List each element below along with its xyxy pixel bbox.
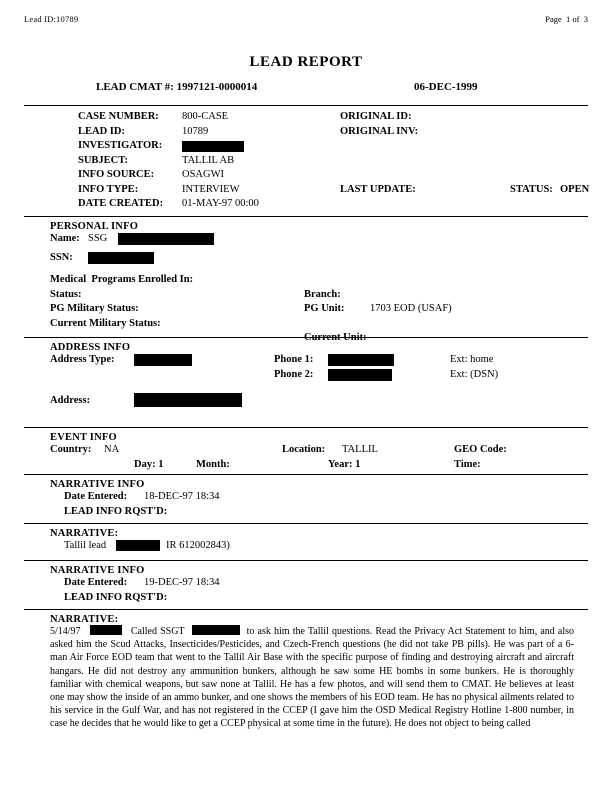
date-created-label: DATE CREATED: <box>78 198 164 209</box>
country-label: Country: <box>50 444 92 455</box>
narr2-date-entered-label: Date Entered: <box>64 577 128 588</box>
status-value: OPEN <box>560 183 590 195</box>
narr2-paragraph <box>24 625 588 731</box>
location-value: TALLIL <box>342 444 378 455</box>
status-label: STATUS: <box>510 183 553 195</box>
time-label: Time: <box>454 458 481 470</box>
info-source-label: INFO SOURCE: <box>78 169 155 180</box>
narr1-lead-rqst-label: LEAD INFO RQST'D: <box>64 505 168 517</box>
narr1-date-entered-value: 18-DEC-97 18:34 <box>144 491 220 502</box>
subject-label: SUBJECT: <box>78 154 128 166</box>
narr2-lead-rqst-row <box>50 592 588 607</box>
narr2-date-prefix: 5/14/97 <box>50 626 81 637</box>
redaction-narr2-a <box>90 625 122 635</box>
header-lead-id <box>24 14 78 24</box>
event-info-title: EVENT INFO <box>50 432 117 443</box>
narr2-date-entered-row <box>50 577 588 592</box>
info-type-label: INFO TYPE: <box>78 183 139 195</box>
info-source-value: OSAGWI <box>182 169 224 180</box>
date-created-row <box>52 198 588 213</box>
case-number-value: 800-CASE <box>182 111 229 122</box>
country-value: NA <box>104 444 120 455</box>
narrative-body-2 <box>24 610 588 733</box>
lead-id-value: 10789 <box>182 125 209 137</box>
cmat-line <box>24 81 588 97</box>
narrative-body-1 <box>24 524 588 560</box>
name-row <box>50 233 588 248</box>
day-label: Day: 1 <box>134 458 164 470</box>
subject-value: TALLIL AB <box>182 154 235 166</box>
address-info-title: ADDRESS INFO <box>50 342 131 353</box>
investigator-label: INVESTIGATOR: <box>78 140 163 151</box>
pg-unit-value: 1703 EOD (USAF) <box>370 303 452 314</box>
info-type-value: INTERVIEW <box>182 183 240 195</box>
subject-row <box>52 155 588 170</box>
location-label: Location: <box>282 444 326 455</box>
personal-info-section <box>24 217 588 343</box>
header-lead-id-value: 10789 <box>56 14 79 24</box>
pg-unit-label: PG Unit: <box>304 303 345 314</box>
page-title: LEAD REPORT <box>249 54 363 70</box>
case-number-row <box>52 111 588 126</box>
investigator-row <box>52 140 588 155</box>
narr2-date-entered-value: 19-DEC-97 18:34 <box>144 577 220 588</box>
narr1-lead-rqst-row <box>50 506 588 521</box>
redaction-ssn <box>88 252 154 264</box>
current-military-row <box>50 318 588 333</box>
original-inv-label: ORIGINAL INV: <box>340 125 419 137</box>
redaction-address <box>134 393 242 407</box>
info-type-row <box>52 184 588 199</box>
ssn-label: SSN: <box>50 251 73 263</box>
cmat-number: LEAD CMAT #: 1997121-0000014 <box>96 81 258 93</box>
event-info-section <box>24 428 588 474</box>
narrative-info-title-1: NARRATIVE INFO <box>50 479 145 490</box>
pg-military-row <box>50 303 588 318</box>
lead-id-row <box>52 126 588 141</box>
date-created-value: 01-MAY-97 00:00 <box>182 198 259 209</box>
redaction-name <box>118 233 214 245</box>
personal-info-title: PERSONAL INFO <box>50 221 139 232</box>
header-lead-id-label: Lead ID: <box>24 14 57 24</box>
medical-programs-label: Medical Programs Enrolled In: <box>50 273 194 285</box>
narrative-title-2: NARRATIVE: <box>50 614 119 625</box>
ssn-row <box>50 248 588 270</box>
header-page-number: Page 1 of 3 <box>545 14 588 24</box>
narrative-title-1: NARRATIVE: <box>50 528 119 539</box>
narr1-text-row <box>24 539 588 554</box>
narrative-info-section-1 <box>24 475 588 523</box>
branch-label: Branch: <box>304 288 341 300</box>
narrative-info-title-2: NARRATIVE INFO <box>50 565 145 576</box>
case-section <box>24 106 588 216</box>
event-country-row <box>50 444 588 459</box>
status-branch-row <box>50 289 588 304</box>
redaction-narr1 <box>116 540 160 551</box>
redaction-investigator <box>182 141 244 152</box>
geo-code-label: GEO Code: <box>454 444 507 455</box>
current-unit-label: Current Unit: <box>304 332 367 343</box>
narrative-info-section-2 <box>24 561 588 609</box>
case-number-label: CASE NUMBER: <box>78 111 159 122</box>
narr2-lead-rqst-label: LEAD INFO RQST'D: <box>64 591 168 603</box>
name-value: SSG <box>88 233 108 244</box>
event-date-row <box>50 459 588 474</box>
name-label: Name: <box>50 233 80 244</box>
year-label: Year: 1 <box>328 458 361 470</box>
document-body <box>24 30 588 733</box>
last-update-label: LAST UPDATE: <box>340 183 416 195</box>
current-military-status-label: Current Military Status: <box>50 317 161 329</box>
address-row <box>50 383 588 413</box>
redaction-phone1 <box>328 354 394 366</box>
redaction-address-type <box>134 354 192 366</box>
address-type-label: Address Type: <box>50 354 115 365</box>
info-source-row <box>52 169 588 184</box>
address-info-section <box>24 338 588 427</box>
narr1-date-entered-row <box>50 491 588 506</box>
lead-id-label: LEAD ID: <box>78 125 125 137</box>
narr2-caller: Called SSGT <box>130 626 185 637</box>
redaction-phone2 <box>328 369 392 381</box>
phone1-label: Phone 1: <box>274 354 314 365</box>
phone2-label: Phone 2: <box>274 368 314 380</box>
personal-status-label: Status: <box>50 288 82 300</box>
ext2-label: Ext: (DSN) <box>450 368 499 380</box>
pg-military-status-label: PG Military Status: <box>50 303 139 314</box>
phone2-row <box>50 369 588 384</box>
address-type-row <box>50 354 588 369</box>
address-label: Address: <box>50 395 91 406</box>
cmat-date: 06-DEC-1999 <box>414 81 478 93</box>
medical-programs-row <box>50 270 588 289</box>
narr1-date-entered-label: Date Entered: <box>64 491 128 502</box>
original-id-label: ORIGINAL ID: <box>340 111 412 122</box>
ext1-label: Ext: home <box>450 354 494 365</box>
redaction-narr2-b <box>192 625 240 635</box>
narr1-text-pre: Tallil lead <box>64 540 107 551</box>
narr1-text-post: IR 612002843) <box>166 540 230 551</box>
month-label: Month: <box>196 458 230 470</box>
narr2-body: to ask him the Tallil questions. Read the Privacy Act Statement to him, and also asked him the Scud Attacks, Insecticides/Pesticides, and Czech-French questions (he did not take PB pills). He was part of a 6-man Air Force EOD team that went to the Tallil Air Base with the specific purpose of finding and destroying aircraft and aircraft hangars. He did not destroy any ammunition bunkers, although he saw some HE bombs in some bunkers. He is thoroughly familiar with chemical weapons, but saw none at Tallil. He has a few photos, and will send them to CMAT. He believes at least one may show the inside of an ammo bunker, and one shows the members of his EOD team. He has no physical ailments related to his service in the Gulf War, and has not registered in the CCEP (I gave him the OSD Medical Registry Hotline 1-800 number, in case he decides that he would like to get a CCEP physical at some time in the future). He does not object to being called <box>50 626 575 730</box>
